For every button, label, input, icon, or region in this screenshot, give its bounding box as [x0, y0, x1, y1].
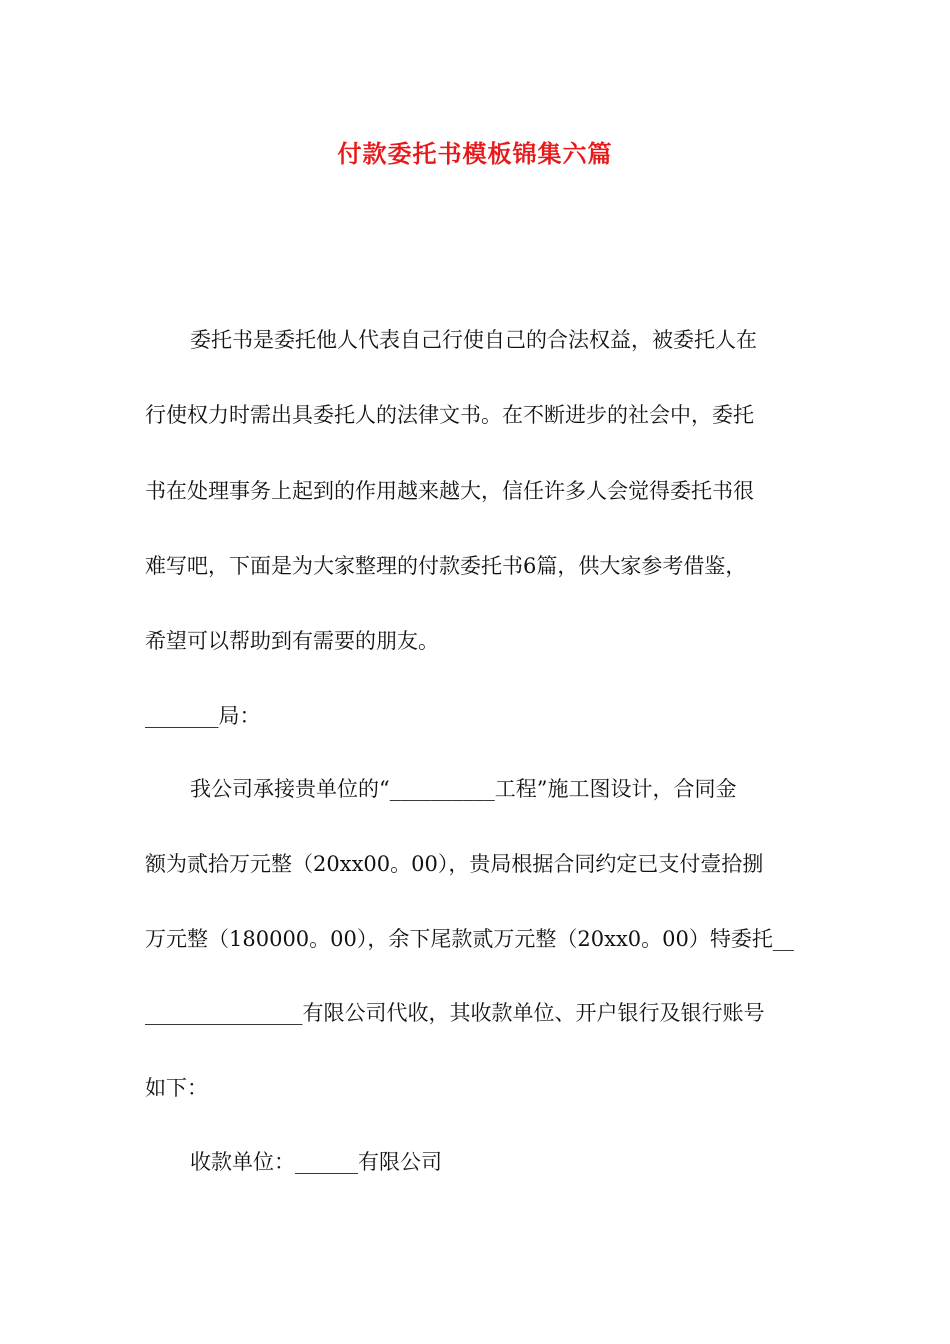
addressee-line: _______局：: [145, 704, 261, 728]
document-title: 付款委托书模板锦集六篇: [337, 139, 613, 168]
body-line: 行使权力时需出具委托人的法律文书。在不断进步的社会中，委托: [145, 403, 754, 427]
body-line: _______________有限公司代收，其收款单位、开户银行及银行账号: [145, 1001, 765, 1025]
body-line: 委托书是委托他人代表自己行使自己的合法权益，被委托人在: [190, 328, 757, 352]
body-line: 书在处理事务上起到的作用越来越大，信任许多人会觉得委托书很: [145, 479, 754, 503]
body-line: 额为贰拾万元整（20xx00。00），贵局根据合同约定已支付壹拾捌: [145, 852, 764, 876]
body-line: 希望可以帮助到有需要的朋友。: [145, 629, 439, 653]
body-line: 难写吧，下面是为大家整理的付款委托书6篇，供大家参考借鉴，: [145, 554, 747, 578]
body-line: 万元整（180000。00），余下尾款贰万元整（20xx0。00）特委托__: [145, 927, 794, 951]
payee-line: 收款单位：______有限公司: [190, 1150, 442, 1174]
body-line: 我公司承接贵单位的“__________工程”施工图设计，合同金: [190, 777, 737, 801]
body-line: 如下：: [145, 1076, 208, 1100]
